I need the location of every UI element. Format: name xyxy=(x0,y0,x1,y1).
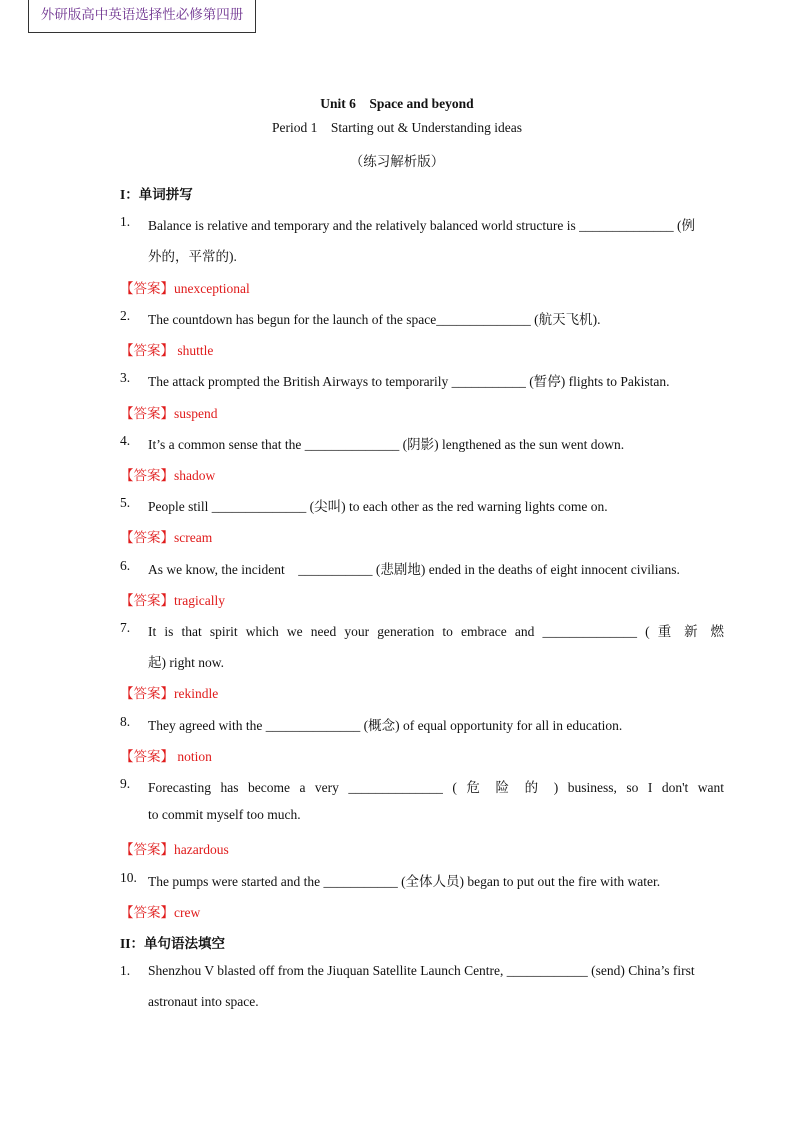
period-title: Period 1 Starting out & Understanding ideas xyxy=(271,120,523,135)
question-number: 10. xyxy=(120,870,137,885)
question-text: People still ______________ (尖叫) to each other as the red warning lights come on. xyxy=(148,499,608,514)
question-text: The attack prompted the British Airways to temporarily ___________ (暂停) flights to Pakistan. xyxy=(148,374,670,389)
answer-3: 【答案】suspend xyxy=(120,406,218,421)
question-text: It’s a common sense that the ______________ (阴影) lengthened as the sun went down. xyxy=(148,437,625,452)
answer-6: 【答案】tragically xyxy=(120,593,225,608)
question-text: The countdown has begun for the launch of the space______________ (航天飞机). xyxy=(148,312,601,327)
question-number: 2. xyxy=(120,308,131,323)
answer-7: 【答案】rekindle xyxy=(120,686,219,701)
edition-label: （练习解析版） xyxy=(349,154,445,169)
answer-10: 【答案】crew xyxy=(120,905,201,920)
unit-title: Unit 6 Space and beyond xyxy=(320,96,474,111)
question-number: 1. xyxy=(120,963,131,978)
question-number: 1. xyxy=(120,214,131,229)
question-number: 9. xyxy=(120,776,131,791)
question-number: 5. xyxy=(120,495,131,510)
question-text: It is that spirit which we need your generation to embrace and ______________ ( 重 新 燃 xyxy=(148,624,724,639)
question-text: As we know, the incident ___________ (悲剧地) ended in the deaths of eight innocent civilians. xyxy=(148,562,680,577)
answer-4: 【答案】shadow xyxy=(120,468,216,483)
question-text: The pumps were started and the ___________ (全体人员) began to put out the fire with water. xyxy=(148,874,661,889)
question-text-continued: 外的，平常的). xyxy=(148,249,237,264)
question-number: 7. xyxy=(120,620,131,635)
answer-8: 【答案】 notion xyxy=(120,749,212,764)
header-tag: 外研版高中英语选择性必修第四册 xyxy=(28,0,256,33)
question-number: 8. xyxy=(120,714,131,729)
question-number: 4. xyxy=(120,433,131,448)
answer-5: 【答案】scream xyxy=(120,530,213,545)
question-text-continued: to commit myself too much. xyxy=(148,807,301,822)
answer-1: 【答案】unexceptional xyxy=(120,281,250,296)
section-heading-1: I：单词拼写 xyxy=(120,187,193,202)
question-text-continued: 起) right now. xyxy=(148,655,224,670)
question-text: Balance is relative and temporary and the relatively balanced world structure is ______________ (例 xyxy=(148,218,695,233)
answer-2: 【答案】 shuttle xyxy=(120,343,214,358)
question-text: Shenzhou V blasted off from the Jiuquan Satellite Launch Centre, ____________ (send) China’s first xyxy=(148,963,695,978)
question-text-continued: astronaut into space. xyxy=(148,994,259,1009)
section-heading-2: II：单句语法填空 xyxy=(120,936,226,951)
answer-9: 【答案】hazardous xyxy=(120,842,229,857)
question-number: 3. xyxy=(120,370,131,385)
question-text: They agreed with the ______________ (概念) of equal opportunity for all in education. xyxy=(148,718,623,733)
question-text: Forecasting has become a very ______________ ( 危 险 的 ) business, so I don't want xyxy=(148,780,724,795)
question-number: 6. xyxy=(120,558,131,573)
